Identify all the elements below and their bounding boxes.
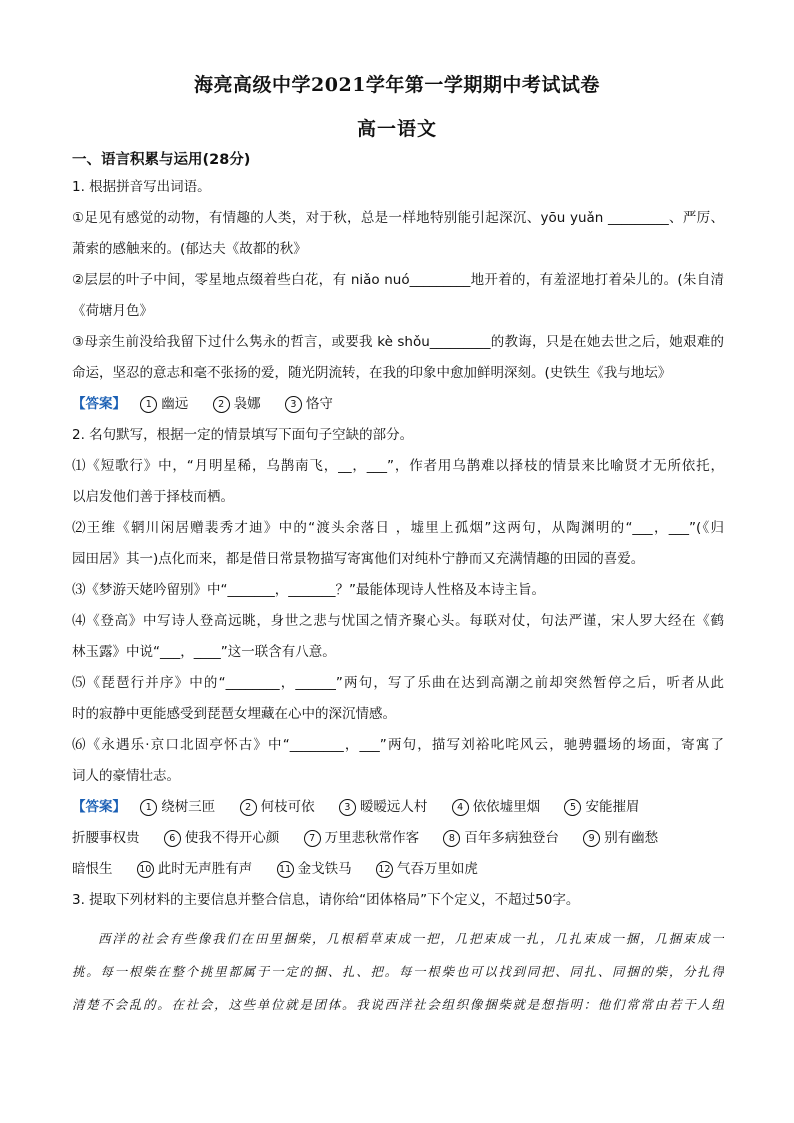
q1-line: ③母亲生前没给我留下过什么隽永的哲言，或要我 kè shǒu_________的教诲，只是在她去世之后，她艰难的 <box>72 334 724 350</box>
answer-number: 4 <box>452 799 469 816</box>
material-line: 西洋的社会有些像我们在田里捆柴，几根稻草束成一把，几把束成一扎，几扎束成一捆，几捆束成一 <box>98 931 724 946</box>
answer-number: 6 <box>164 830 181 847</box>
q2-line: ⑵王维《辋川闲居赠裴秀才迪》中的“渡头余落日 ，墟里上孤烟”这两句，从陶渊明的“___，___”(《归 <box>72 520 724 536</box>
answer-item <box>277 854 352 885</box>
answer-text: 恪守 <box>305 396 333 412</box>
answer-number: 5 <box>564 799 581 816</box>
question-3 <box>72 885 724 916</box>
q2-answer-row-1 <box>72 792 724 823</box>
answer-item <box>339 792 428 823</box>
answer-number: 7 <box>304 830 321 847</box>
q1-line: 1. 根据拼音写出词语。 <box>72 179 211 195</box>
answer-text: 百年多病独登台 <box>464 830 559 846</box>
q2-line: ⑹《永遇乐·京口北固亭怀古》中“________，___”两句，描写刘裕叱咤风云，驰骋疆场的场面，寄寓了 <box>72 737 724 753</box>
answer-item <box>140 792 215 823</box>
answer-text: 绕树三匝 <box>161 799 216 815</box>
answer-text: 气吞万里如虎 <box>396 861 478 877</box>
q1-line: 萧索的感触来的。(郁达夫《故都的秋》 <box>72 241 307 257</box>
q2-line: 词人的豪情壮志。 <box>72 768 180 784</box>
q1-line: 命运，坚忍的意志和毫不张扬的爱，随光阴流转，在我的印象中愈加鲜明深刻。(史铁生《我与地坛》 <box>72 365 672 381</box>
q1-answer <box>72 389 724 420</box>
answer-number: 9 <box>583 830 600 847</box>
q1-line: ①足见有感觉的动物，有情趣的人类，对于秋，总是一样地特别能引起深沉、yōu yuǎn _________、严厉、 <box>72 210 724 226</box>
material-line: 清楚不会乱的。在社会，这些单位就是团体。我说西洋社会组织像捆柴就是想指明：他们常常由若干人组 <box>72 997 724 1012</box>
answer-number: 2 <box>213 396 230 413</box>
q2-line: 林玉露》中说“___，____”这一联含有八意。 <box>72 644 336 660</box>
exam-title: 海亮高级中学2021学年第一学期期中考试试卷 <box>194 74 600 96</box>
answer-item <box>213 389 261 420</box>
question-2 <box>72 420 724 885</box>
q2-line: 以启发他们善于择枝而栖。 <box>72 489 234 505</box>
answer-text: 暧暧远人村 <box>359 799 428 815</box>
answer-text: 幽远 <box>161 396 189 412</box>
answer-tag: 【答案】 <box>72 396 126 412</box>
answer-item <box>304 823 420 854</box>
answer-number: 1 <box>140 799 157 816</box>
exam-subject: 高一语文 <box>356 118 437 140</box>
answer-text: 暗恨生 <box>72 861 113 877</box>
q3-stem: 3. 提取下列材料的主要信息并整合信息，请你给“团体格局”下个定义，不超过50字。 <box>72 892 580 908</box>
answer-number: 3 <box>285 396 302 413</box>
answer-text: 折腰事权贵 <box>72 830 140 846</box>
answer-tag: 【答案】 <box>72 799 126 815</box>
section-heading: 一、语言积累与运用(28分) <box>72 152 251 168</box>
answer-text: 金戈铁马 <box>297 861 352 877</box>
answer-item <box>240 792 315 823</box>
q1-line: 《荷塘月色》 <box>72 303 153 319</box>
question-1 <box>72 172 724 420</box>
answer-number: 10 <box>137 861 154 878</box>
q2-line: ⑷《登高》中写诗人登高远眺，身世之悲与忧国之情齐聚心头。每联对仗，句法严谨，宋人罗大经在《鹤 <box>72 613 724 629</box>
answer-text: 万里悲秋常作客 <box>324 830 420 846</box>
answer-text: 安能摧眉 <box>585 799 640 815</box>
answer-item <box>164 823 280 854</box>
answer-number: 1 <box>140 396 157 413</box>
answer-number: 3 <box>339 799 356 816</box>
q2-line: ⑴《短歌行》中，“月明星稀，乌鹊南飞，__，___”，作者用乌鹊难以择枝的情景来比喻贤才无所依托， <box>72 458 724 474</box>
answer-text: 依依墟里烟 <box>472 799 541 815</box>
answer-item <box>583 823 658 854</box>
q2-answer-row-3 <box>72 854 724 885</box>
answer-text: 何枝可依 <box>260 799 315 815</box>
answer-text: 使我不得开心颜 <box>184 830 280 846</box>
answer-number: 8 <box>443 830 460 847</box>
answer-text: 此时无声胜有声 <box>157 861 253 877</box>
answer-item <box>443 823 559 854</box>
answer-item <box>564 792 639 823</box>
q2-line: 园田居》其一)点化而来，都是借日常景物描写寄寓他们对纯朴宁静而又充满情趣的田园的喜爱。 <box>72 551 645 567</box>
answer-number: 11 <box>277 861 294 878</box>
q2-line: ⑶《梦游天姥吟留别》中“_______，_______？”最能体现诗人性格及本诗主旨。 <box>72 582 545 598</box>
q2-line: ⑸《琵琶行并序》中的“________，______”两句，写了乐曲在达到高潮之前却突然暂停之后，听者从此 <box>72 675 724 691</box>
answer-text: 袅娜 <box>233 396 261 412</box>
material-line: 挑。每一根柴在整个挑里都属于一定的捆、扎、把。每一根柴也可以找到同把、同扎、同捆的柴，分扎得 <box>72 964 724 979</box>
answer-number: 2 <box>240 799 257 816</box>
q2-line: 2. 名句默写，根据一定的情景填写下面句子空缺的部分。 <box>72 427 414 443</box>
reading-material <box>72 922 724 1021</box>
q2-answer-row-2 <box>72 823 724 854</box>
answer-number: 12 <box>376 861 393 878</box>
answer-item <box>285 389 333 420</box>
answer-item <box>140 389 188 420</box>
answer-text: 别有幽愁 <box>604 830 659 846</box>
answer-item <box>452 792 541 823</box>
q1-line: ②层层的叶子中间，零星地点缀着些白花，有 niǎo nuó_________地开着的，有羞涩地打着朵儿的。(朱自清 <box>72 272 724 288</box>
answer-item <box>137 854 253 885</box>
answer-item <box>376 854 478 885</box>
q2-line: 时的寂静中更能感受到琵琶女埋藏在心中的深沉情感。 <box>72 706 396 722</box>
